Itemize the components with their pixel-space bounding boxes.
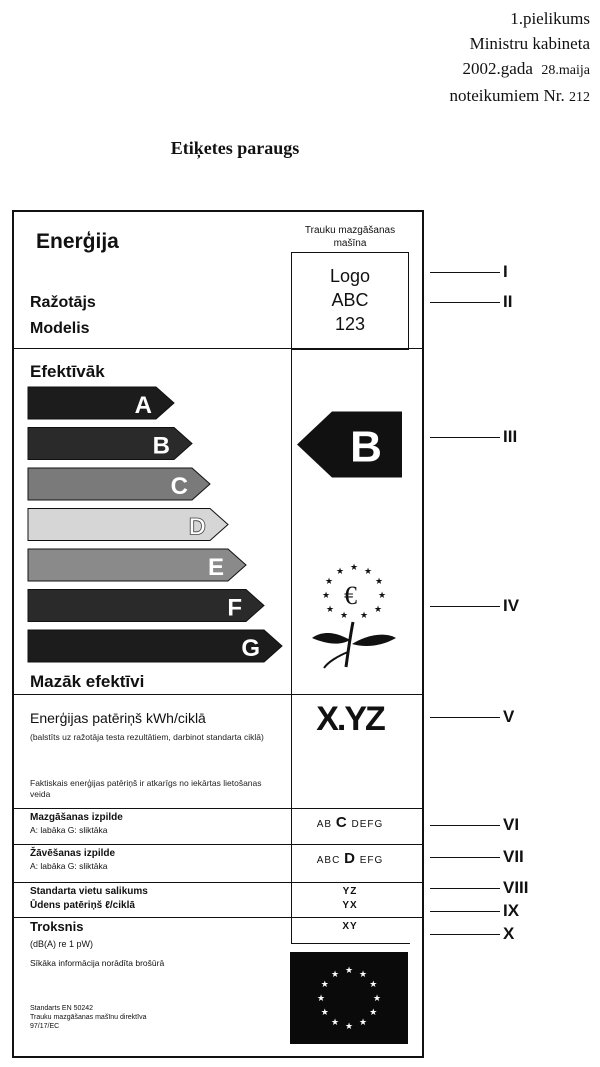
svg-text:★: ★: [350, 562, 359, 572]
cabinet-name: Ministru kabineta: [469, 34, 590, 53]
wash-performance: [30, 812, 123, 836]
wash-scale: A: labāka G: sliktāka: [30, 825, 108, 835]
pointer-label-i: I: [503, 262, 508, 281]
manufacturer-label: Ražotājs: [30, 294, 96, 311]
pointer-line: [430, 825, 500, 826]
water-value: YX: [342, 900, 358, 911]
flag-star: ★: [359, 968, 368, 979]
svg-text:★: ★: [378, 590, 387, 600]
flag-star: ★: [369, 979, 378, 989]
divider: [14, 917, 422, 918]
manufacturer-value: ABC: [331, 290, 369, 310]
capacity-label: Standarta vietu salikums: [30, 886, 148, 897]
pointer-label-ii: II: [503, 292, 513, 311]
svg-text:★: ★: [336, 566, 345, 576]
pointer-line: [430, 717, 500, 718]
pointer-label-vi: VI: [503, 815, 520, 834]
column-divider: [291, 917, 292, 943]
svg-text:★: ★: [325, 576, 334, 586]
pointer-label-iv: IV: [503, 596, 520, 615]
model-label: Modelis: [30, 320, 90, 337]
wash-title: Mazgāšanas izpilde: [30, 812, 123, 823]
appliance-type: Trauku mazgāšanas mašīna: [304, 225, 396, 249]
consumption-note-2: Faktiskais enerģijas patēriņš ir atkarīgs no iekārtas lietošanas veida: [30, 778, 262, 799]
regulation-date: 2002.gada 28.maija: [462, 59, 590, 78]
pointer-label-viii: VIII: [503, 878, 529, 897]
pointer-label-ix: IX: [503, 901, 520, 920]
pointer-line: [430, 437, 500, 438]
svg-text:★: ★: [340, 610, 349, 620]
flag-star: ★: [369, 1007, 378, 1017]
svg-text:★: ★: [364, 566, 373, 576]
model-value: 123: [334, 314, 366, 334]
page-title: Etiķetes paraugs: [170, 138, 300, 158]
brochure-note: Sīkāka informācija norādīta brošūrā: [30, 958, 165, 968]
water-label: Ūdens patēriņš ℓ/ciklā: [30, 900, 135, 911]
pointer-line: [430, 606, 500, 607]
flag-star: ★: [317, 993, 326, 1003]
energy-label: [12, 210, 424, 1058]
standard-ec: 97/17/EC: [30, 1023, 60, 1030]
flag-star: ★: [320, 1007, 329, 1017]
dry-scale: A: labāka G: sliktāka: [30, 861, 108, 871]
eu-flag-icon: [290, 952, 408, 1044]
standard-directive: Trauku mazgāšanas mašīnu direktīva: [30, 1014, 147, 1021]
svg-text:★: ★: [360, 610, 369, 620]
efficiency-letter-a: A: [134, 392, 152, 419]
flag-star: ★: [359, 1017, 368, 1028]
noise-value: XY: [342, 921, 358, 932]
divider: [291, 943, 410, 944]
standards-block: [30, 1004, 146, 1031]
efficiency-letter-e: E: [207, 554, 224, 581]
dry-class-scale: ABC D EFG: [316, 850, 384, 867]
svg-text:★: ★: [374, 604, 383, 614]
svg-text:★: ★: [375, 576, 384, 586]
pointer-line: [430, 934, 500, 935]
svg-text:★: ★: [326, 604, 335, 614]
noise-unit: (dB(A) re 1 pW): [30, 939, 94, 949]
more-efficient-label: Efektīvāk: [30, 362, 105, 381]
efficiency-letter-b: B: [152, 432, 170, 460]
pointer-line: [430, 272, 500, 273]
divider: [14, 808, 422, 809]
wash-class-scale: AB C DEFG: [316, 814, 384, 831]
standard-en: Standarts EN 50242: [30, 1005, 94, 1012]
divider: [14, 882, 422, 883]
dry-performance: [30, 848, 115, 872]
flag-star: ★: [345, 965, 354, 975]
efficiency-bar-a: [28, 387, 174, 419]
rating-letter: B: [350, 422, 382, 472]
efficiency-letter-c: C: [170, 473, 188, 500]
efficiency-letter-g: G: [241, 635, 260, 662]
flag-star: ★: [331, 1017, 340, 1028]
eu-ecolabel-flower-icon: [298, 552, 408, 672]
annex-header: [450, 6, 590, 110]
pointer-label-iii: III: [503, 427, 518, 446]
pointer-line: [430, 302, 500, 303]
energy-title: Enerģija: [36, 230, 119, 253]
pointer-line: [430, 857, 500, 858]
divider: [14, 694, 422, 695]
dry-class: D: [344, 850, 356, 867]
pointer-label-vii: VII: [503, 847, 524, 866]
svg-text:€: €: [344, 581, 357, 610]
svg-text:★: ★: [322, 590, 331, 600]
less-efficient-label: Mazāk efektīvi: [30, 672, 145, 691]
pointer-line: [430, 888, 500, 889]
logo-text: Logo: [329, 266, 371, 286]
consumption-value: X.YZ: [316, 700, 384, 738]
regulation-number: noteikumiem Nr. 212: [449, 86, 590, 105]
flag-star: ★: [331, 968, 340, 979]
efficiency-letter-d: D: [188, 513, 206, 541]
flag-star: ★: [320, 979, 329, 989]
pointer-label-x: X: [503, 924, 515, 943]
wash-class: C: [335, 814, 348, 831]
divider: [14, 844, 422, 845]
pointer-line: [430, 911, 500, 912]
noise-label: Troksnis: [30, 919, 84, 934]
pointer-label-v: V: [503, 707, 515, 726]
annex-number: 1.pielikums: [510, 9, 590, 28]
dry-title: Žāvēšanas izpilde: [30, 848, 116, 859]
flag-star: ★: [345, 1021, 354, 1031]
capacity-value: YZ: [342, 886, 358, 897]
flag-star: ★: [373, 993, 382, 1003]
efficiency-letter-f: F: [227, 594, 242, 622]
consumption-title: Enerģijas patēriņš kWh/ciklā: [30, 710, 206, 726]
consumption-note: (balstīts uz ražotāja testa rezultātiem, darbinot standarta ciklā): [30, 732, 264, 742]
